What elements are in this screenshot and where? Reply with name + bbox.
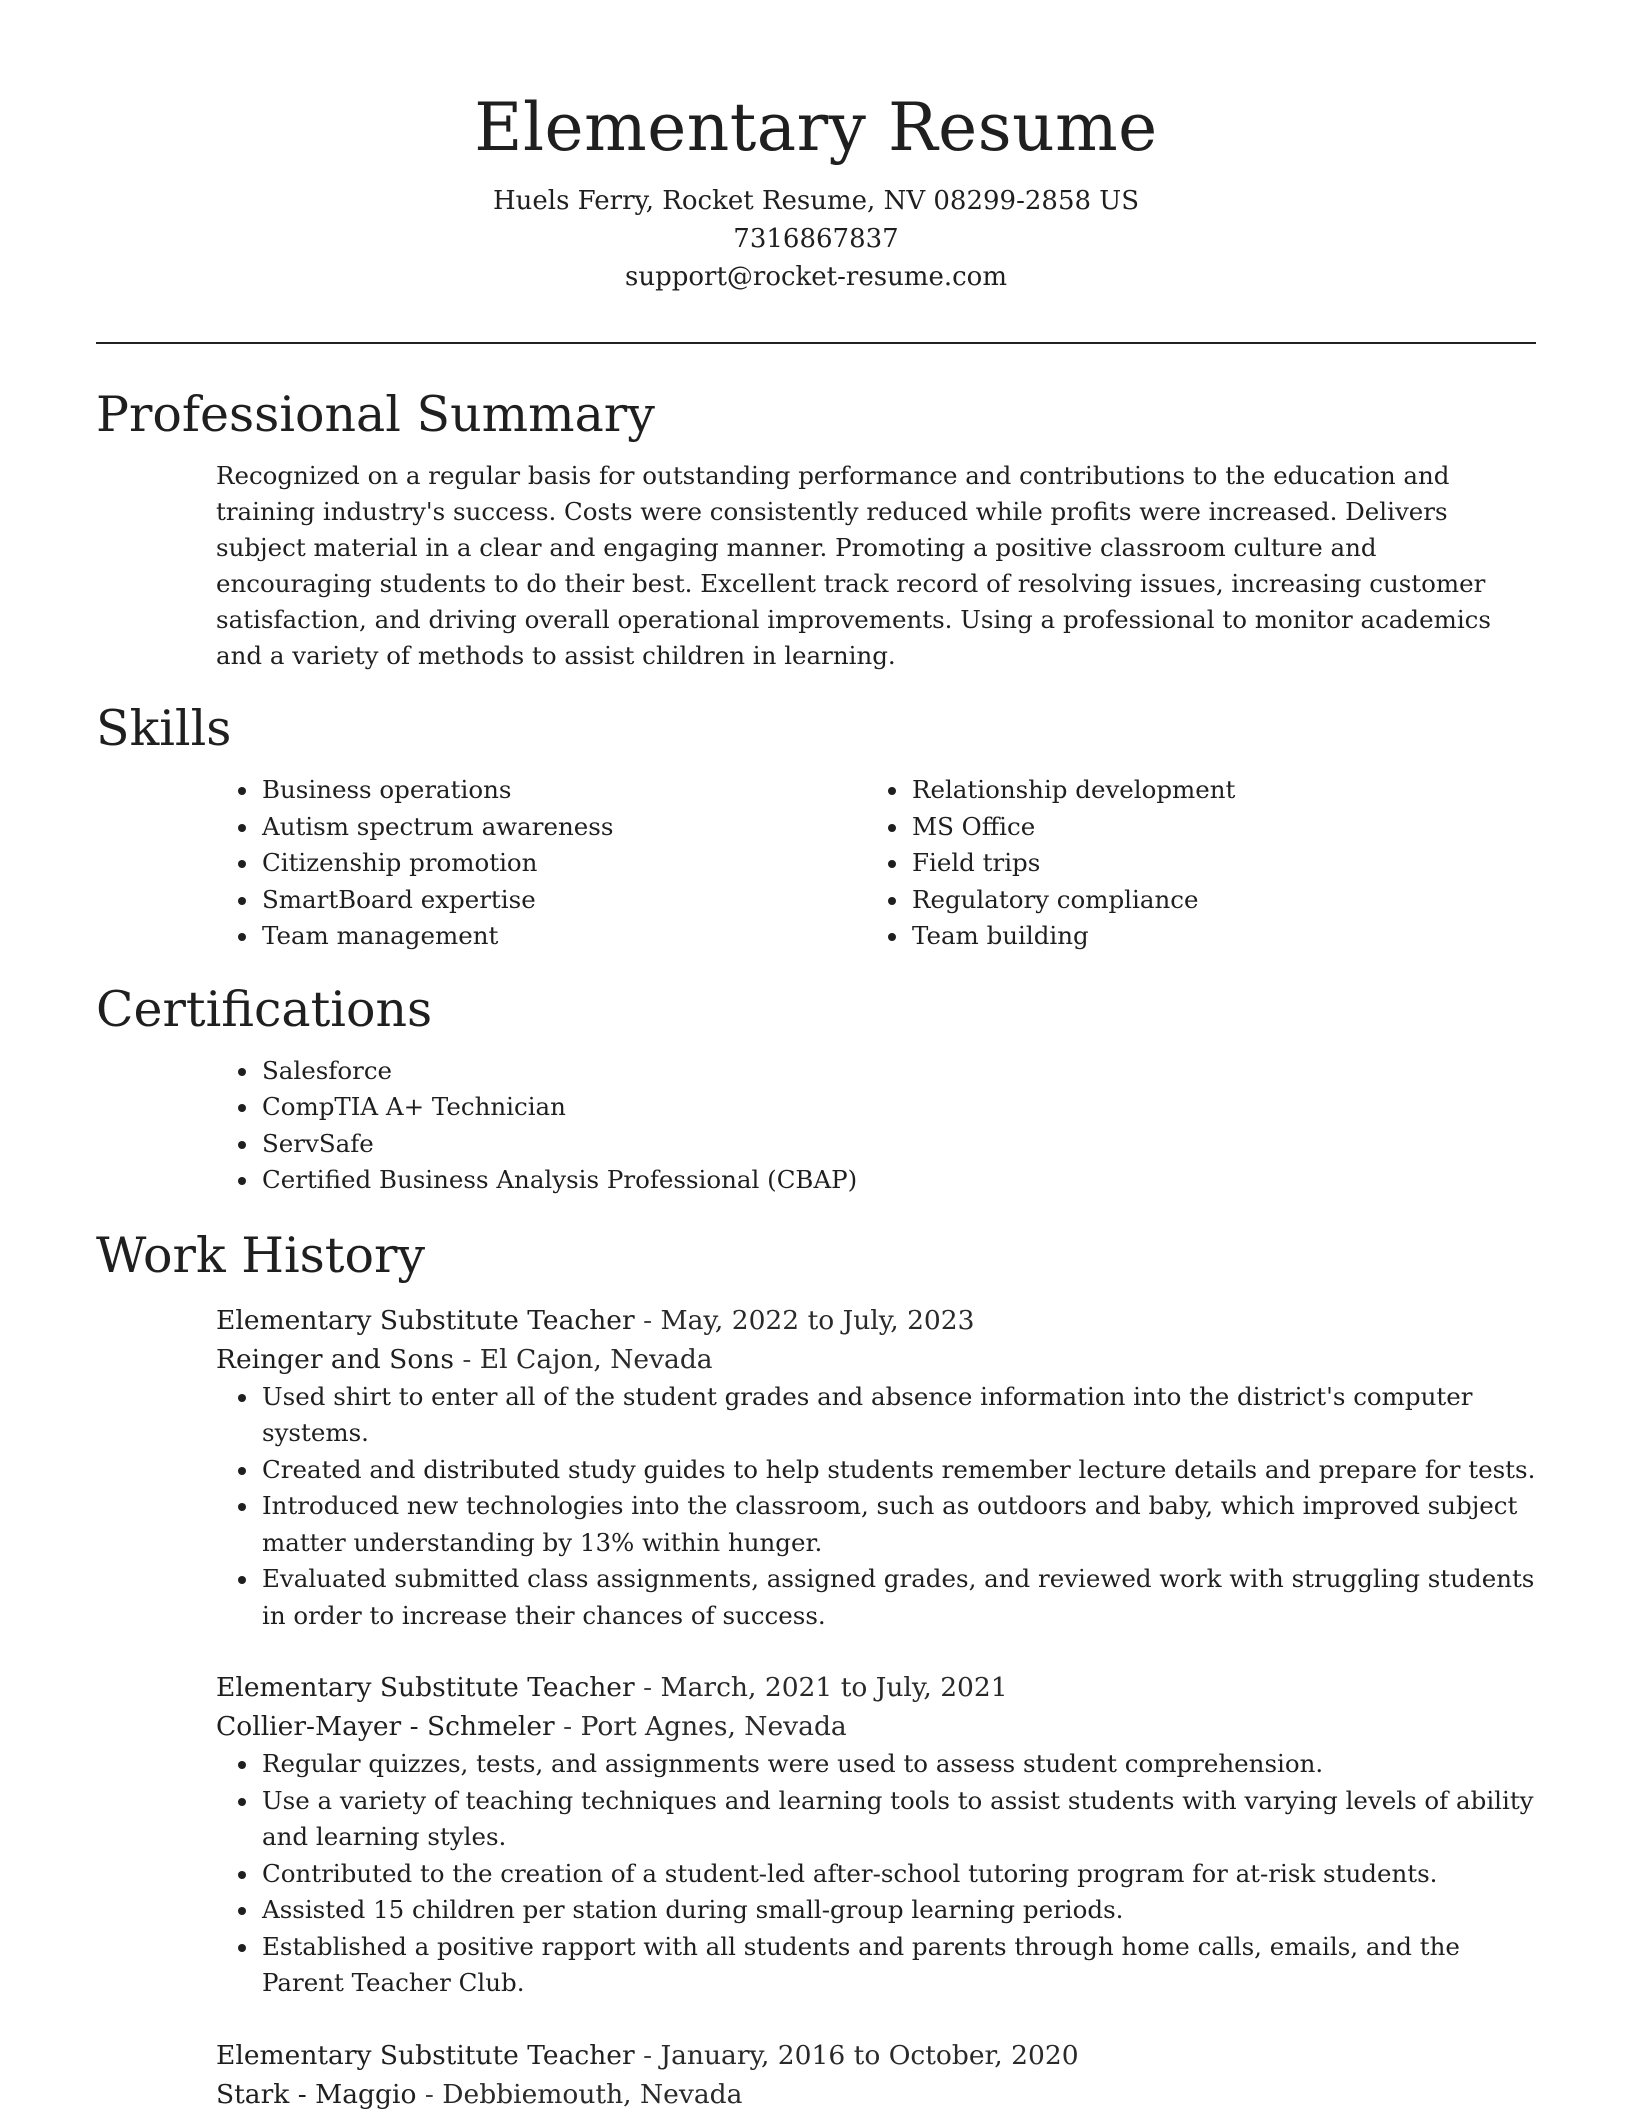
job-company-line xyxy=(216,1707,1536,1746)
certification-item: • Certified Business Analysis Professional (CBAP) xyxy=(260,1162,1536,1199)
certifications-list xyxy=(216,1053,1536,1199)
skill-item: • Team management xyxy=(260,918,866,955)
certification-item: • CompTIA A+ Technician xyxy=(260,1089,1536,1126)
skills-list-left xyxy=(216,772,866,955)
job-title-line xyxy=(216,1668,1536,1707)
job-location: Port Agnes, Nevada xyxy=(580,1711,847,1742)
summary-section xyxy=(96,380,1536,674)
separator: - xyxy=(563,1711,573,1742)
skill-item: • Autism spectrum awareness xyxy=(260,809,866,846)
job-bullet: • Established a positive rapport with all students and parents through home calls, emails, and the Parent Teacher Club. xyxy=(260,1929,1536,2002)
job-entry xyxy=(216,1668,1536,2002)
job-bullet: • Regular quizzes, tests, and assignments were used to assess student comprehension. xyxy=(260,1746,1536,1783)
job-company: Reinger and Sons xyxy=(216,1343,454,1375)
job-bullets xyxy=(216,1746,1536,2002)
header-divider xyxy=(96,342,1536,344)
contact-email: support@rocket-resume.com xyxy=(624,262,1007,292)
job-company-line xyxy=(216,2075,1536,2112)
job-role: Elementary Substitute Teacher xyxy=(216,2039,635,2071)
job-dates: January, 2016 to October, 2020 xyxy=(660,2039,1079,2071)
job-bullet: • Evaluated submitted class assignments, assigned grades, and reviewed work with struggling students in order to increase their chances of success. xyxy=(260,1561,1536,1634)
skill-item: • Team building xyxy=(910,918,1516,955)
certifications-title: Certifications xyxy=(96,980,433,1038)
job-company: Collier-Mayer - Schmeler xyxy=(216,1711,555,1742)
certification-item: • Salesforce xyxy=(260,1053,1536,1090)
summary-text: Recognized on a regular basis for outstanding performance and contributions to the education and training industry's success. Costs were consistently reduced while profits were increased. Delivers subject material in a clear and engaging manner. Promoting a positive classroom culture and encouraging students to do their best. Excellent track record of resolving issues, increasing customer satisfaction, and driving overall operational improvements. Using a professional to monitor academics and a variety of methods to assist children in learning. xyxy=(216,461,1491,670)
work-history-title: Work History xyxy=(96,1226,426,1284)
job-bullet: • Use a variety of teaching techniques and learning tools to assist students with varying levels of ability and learning styles. xyxy=(260,1783,1536,1856)
separator: - xyxy=(643,1304,653,1336)
skill-item: • Citizenship promotion xyxy=(260,845,866,882)
skills-columns xyxy=(216,772,1536,955)
job-bullets xyxy=(216,1379,1536,1635)
job-dates: May, 2022 to July, 2023 xyxy=(660,1304,975,1336)
job-entry xyxy=(216,1301,1536,1635)
skill-item: • Relationship development xyxy=(910,772,1516,809)
skills-list-right xyxy=(866,772,1516,955)
skills-column-right xyxy=(866,772,1516,955)
skill-item: • MS Office xyxy=(910,809,1516,846)
separator: - xyxy=(643,1672,653,1703)
job-bullet: • Assisted 15 children per station during small-group learning periods. xyxy=(260,1892,1536,1929)
contact-block xyxy=(0,182,1632,296)
skill-item: • Field trips xyxy=(910,845,1516,882)
separator: - xyxy=(424,2078,434,2110)
job-entry xyxy=(216,2036,1536,2112)
contact-phone: 7316867837 xyxy=(733,224,899,254)
job-role: Elementary Substitute Teacher xyxy=(216,1672,635,1703)
job-bullet: • Used shirt to enter all of the student grades and absence information into the district's computer systems. xyxy=(260,1379,1536,1452)
job-bullet: • Contributed to the creation of a student-led after-school tutoring program for at-risk students. xyxy=(260,1856,1536,1893)
separator: - xyxy=(462,1343,472,1375)
skills-section xyxy=(96,694,1536,955)
separator: - xyxy=(643,2039,653,2071)
work-history-section xyxy=(96,1221,1536,2112)
certifications-section xyxy=(96,975,1536,1199)
resume-name: Elementary Resume xyxy=(474,89,1158,166)
resume-header xyxy=(0,0,1632,296)
job-title-line xyxy=(216,2036,1536,2075)
skills-title: Skills xyxy=(96,700,232,757)
resume-content xyxy=(96,380,1536,2112)
skills-column-left xyxy=(216,772,866,955)
contact-address: Huels Ferry, Rocket Resume, NV 08299-2858 US xyxy=(492,186,1140,216)
job-bullet: • Created and distributed study guides to help students remember lecture details and prepare for tests. xyxy=(260,1452,1536,1489)
skill-item: • Business operations xyxy=(260,772,866,809)
job-location: Debbiemouth, Nevada xyxy=(442,2078,743,2110)
skill-item: • SmartBoard expertise xyxy=(260,882,866,919)
job-location: El Cajon, Nevada xyxy=(479,1343,713,1375)
job-bullet: • Introduced new technologies into the classroom, such as outdoors and baby, which improved subject matter understanding by 13% within hunger. xyxy=(260,1488,1536,1561)
job-title-line xyxy=(216,1301,1536,1340)
job-dates: March, 2021 to July, 2021 xyxy=(660,1672,1008,1703)
certifications-list-wrap xyxy=(216,1053,1536,1199)
certification-item: • ServSafe xyxy=(260,1126,1536,1163)
job-company: Stark - Maggio xyxy=(216,2078,417,2110)
skill-item: • Regulatory compliance xyxy=(910,882,1516,919)
summary-title: Professional Summary xyxy=(96,386,655,443)
job-company-line xyxy=(216,1340,1536,1379)
job-role: Elementary Substitute Teacher xyxy=(216,1304,635,1336)
